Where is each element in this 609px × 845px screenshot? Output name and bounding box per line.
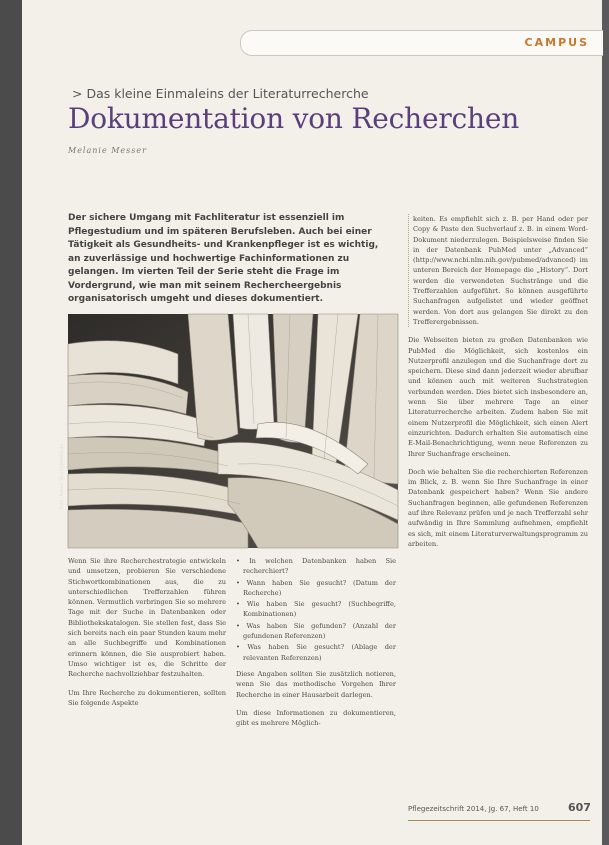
body-paragraph: keiten. Es empfiehlt sich z. B. per Hand oder per Copy & Paste den Suchverlauf z. B. in einem Word-Dokument niederzulegen. Beispielsweise finden Sie in der Datenbank PubMed unter „Advanced“ (http://www.ncbi.nlm.nih.gov/pubmed/advanced) im unteren Bereich der Homepage die „History“. Dort werden die verwendeten Suchstränge und die Trefferzahlen aufgeführt. So können ausgeführte Suchanfragen aufgelistet und wieder geöffnet werden. Von dort aus gelangen Sie direkt zu den Trefferergebnissen.	[408, 214, 588, 327]
footer-rule	[408, 820, 590, 821]
body-column-2	[236, 556, 396, 736]
documentation-checklist	[236, 556, 396, 663]
list-item: • In welchen Datenbanken haben Sie recherchiert?	[236, 556, 396, 577]
list-item: • Was haben Sie gesucht? (Ablage der relevanten Referenzen)	[236, 642, 396, 663]
page-binding-edge	[0, 0, 22, 845]
paper-stack-image	[68, 314, 398, 548]
list-item: • Was haben Sie gefunden? (Anzahl der gefundenen Referenzen)	[236, 621, 396, 642]
list-item: • Wie haben Sie gesucht? (Suchbegriffe, Kombinationen)	[236, 599, 396, 620]
article-author: Melanie Messer	[68, 146, 147, 155]
magazine-page	[22, 0, 602, 845]
section-label: CAMPUS	[524, 36, 589, 49]
body-column-3	[408, 214, 588, 557]
section-header	[240, 30, 603, 56]
body-paragraph: Um Ihre Recherche zu dokumentieren, sollten Sie folgende Aspekte	[68, 688, 226, 707]
article-kicker: > Das kleine Einmaleins der Literaturrecherche	[72, 86, 369, 101]
journal-citation: Pflegezeitschrift 2014, Jg. 67, Heft 10	[408, 805, 539, 813]
body-paragraph: Die Webseiten bieten zu großen Datenbanken wie PubMed die Möglichkeit, sich kostenlos ein Nutzerprofil anzulegen und die Suchanfrage dort zu speichern. Diese sind dann jederzeit wieder abrufbar und können auch mit weiteren Suchstrategien verbunden werden. Dies bietet sich insbesondere an, wenn Sie über mehrere Tage an einer Literaturrecherche arbeiten. Zudem haben Sie mit einem Nutzerprofil die Möglichkeit, sich einen Alert einzurichten. Dadurch erhalten Sie automatisch eine E-Mail-Benachrichtigung, wenn neue Referenzen zu Ihrer Suchanfrage erscheinen.	[408, 336, 588, 458]
body-column-1	[68, 556, 226, 716]
article-title: Dokumentation von Recherchen	[68, 102, 520, 135]
page-number: 607	[568, 801, 591, 814]
body-paragraph: Um diese Informationen zu dokumentieren, gibt es mehrere Möglich-	[236, 708, 396, 728]
next-page-edge	[602, 0, 609, 845]
body-paragraph: Diese Angaben sollten Sie zusätzlich notieren, wenn Sie das methodische Vorgehen Ihrer Recherche in einer Hausarbeit darlegen.	[236, 669, 396, 699]
list-item: • Wann haben Sie gesucht? (Datum der Recherche)	[236, 578, 396, 599]
body-paragraph: Wenn Sie ihre Recherchestrategie entwickeln und umsetzen, probieren Sie verschiedene Stichwortkombinationen aus, die zu unterschiedlichen Trefferzahlen führen können. Vermutlich verbringen Sie so mehrere Tage mit der Suche in Datenbanken oder Bibliothekskatalogen. Sie stellen fest, dass Sie sich bereits nach ein paar Stunden kaum mehr an alle Suchbegriffe und Kombinationen erinnern können, die Sie ausprobiert haben. Umso wichtiger ist es, die Schritte der Recherche nachvollziehbar festzuhalten.	[68, 557, 226, 679]
photo-credit: Foto: Rainer Sturm/pixelio.de	[60, 443, 66, 510]
article-photo	[60, 314, 398, 548]
article-lead: Der sichere Umgang mit Fachliteratur ist essenziell im Pflegestudium und im späteren Berufsleben. Auch bei einer Tätigkeit als Gesundheits- und Krankenpfleger ist es wichtig, an zuverlässige und hochwertige Fachinformationen zu gelangen. Im vierten Teil der Serie steht die Frage im Vordergrund, wie man mit seinem Rechercheergebnis organisatorisch umgeht und dieses dokumentiert.	[68, 213, 379, 304]
body-paragraph: Doch wie behalten Sie die recherchierten Referenzen im Blick, z. B. wenn Sie Ihre Suchanfrage in einer Datenbank gespeichert haben? Wenn Sie andere Suchanfragen beginnen, alle gefundenen Referenzen auf ihre Relevanz prüfen und je nach Trefferzahl sehr aufwändig in Ihre Sammlung aufnehmen, empfiehlt es sich, mit einem Literaturverwaltungsprogramm zu arbeiten.	[408, 467, 588, 548]
